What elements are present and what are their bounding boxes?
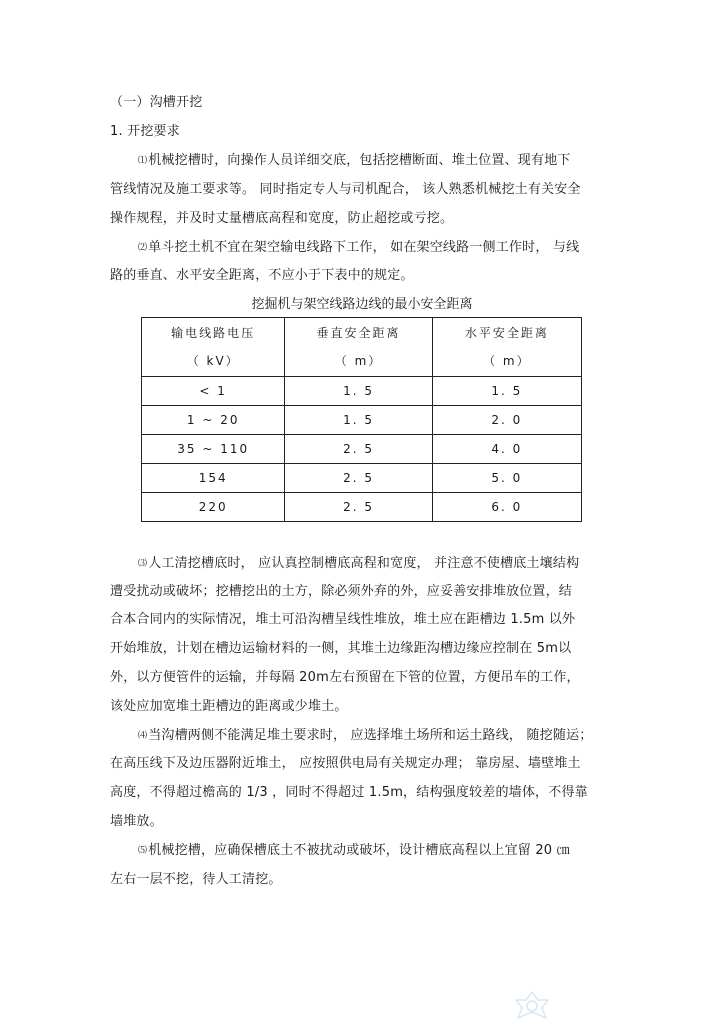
paragraph-4-line-4: 墙堆放。 — [110, 814, 163, 829]
paragraph-5-line-2: 左右一层不挖，待人工清挖。 — [110, 872, 282, 887]
cell-voltage: 35 ~ 110 — [142, 435, 285, 464]
paragraph-3-line-5: 外，以方便管件的运输，并每隔 20m左右预留在下管的位置，方便吊车的工作， — [110, 670, 580, 685]
table-row — [142, 406, 582, 435]
paragraph-3-marker: ⑶ — [138, 559, 148, 569]
paragraph-2-line-1 — [138, 239, 579, 257]
paragraph-2-marker: ⑵ — [138, 243, 148, 253]
header-voltage: 输电线路电压 （ kV） — [142, 318, 285, 377]
paragraph-3-line-2: 遭受扰动或破坏；挖槽挖出的土方，除必须外弃的外，应妥善安排堆放位置，结 — [110, 584, 573, 599]
cell-horizontal: 1. 5 — [432, 377, 581, 406]
cell-voltage: 1 ~ 20 — [142, 406, 285, 435]
table-row — [142, 377, 582, 406]
header-horizontal-distance: 水平安全距离 （ m） — [432, 318, 581, 377]
cell-voltage: 220 — [142, 493, 285, 522]
cell-horizontal: 2. 0 — [432, 406, 581, 435]
paragraph-3-line-6: 该处应加宽堆土距槽边的距离或少堆土。 — [110, 699, 348, 714]
table-header-row — [142, 318, 582, 377]
paragraph-2-line-2: 路的垂直、水平安全距离，不应小于下表中的规定。 — [110, 268, 414, 283]
paragraph-1-line-1 — [138, 152, 571, 170]
safety-distance-table — [141, 317, 582, 522]
paragraph-4-line-3: 高度，不得超过檐高的 1/3 ，同时不得超过 1.5m，结构强度较差的墙体，不得靠 — [110, 785, 588, 800]
header-vertical-distance: 垂直安全距离 （ m） — [285, 318, 432, 377]
table-row — [142, 493, 582, 522]
cell-vertical: 2. 5 — [285, 493, 432, 522]
cell-vertical: 1. 5 — [285, 377, 432, 406]
paragraph-5-line-1 — [138, 842, 570, 860]
paragraph-4-line-2: 在高压线下及边压器附近堆土， 应按照供电局有关规定办理； 靠房屋、墙壁堆土 — [110, 756, 581, 771]
paragraph-2-text-1: 单斗挖土机不宜在架空输电线路下工作， 如在架空线路一侧工作时， 与线 — [148, 240, 580, 255]
paragraph-1-marker: ⑴ — [138, 156, 148, 166]
paragraph-5-marker: ⑸ — [138, 846, 148, 856]
cell-vertical: 2. 5 — [285, 464, 432, 493]
subheading: 1. 开挖要求 — [110, 124, 180, 139]
paragraph-4-marker: ⑷ — [138, 731, 148, 741]
paragraph-1-line-2: 管线情况及施工要求等。 同时指定专人与司机配合， 该人熟悉机械挖土有关安全 — [110, 182, 581, 197]
paragraph-5-text-1: 机械挖槽，应确保槽底土不被扰动或破坏，设计槽底高程以上宜留 20 ㎝ — [148, 843, 570, 858]
cell-vertical: 1. 5 — [285, 406, 432, 435]
cell-horizontal: 5. 0 — [432, 464, 581, 493]
cell-vertical: 2. 5 — [285, 435, 432, 464]
paragraph-1-text-1: 机械挖槽时，向操作人员详细交底，包括挖槽断面、堆土位置、现有地下 — [148, 153, 571, 168]
paragraph-4-text-1: 当沟槽两侧不能满足堆土要求时， 应选择堆土场所和运土路线， 随挖随运； — [148, 728, 593, 743]
paragraph-1-line-3: 操作规程，并及时丈量槽底高程和宽度，防止超挖或亏挖。 — [110, 211, 454, 226]
table-row — [142, 464, 582, 493]
table-row — [142, 435, 582, 464]
paragraph-3-line-1 — [138, 555, 579, 573]
cell-horizontal: 4. 0 — [432, 435, 581, 464]
cell-voltage: 154 — [142, 464, 285, 493]
cell-horizontal: 6. 0 — [432, 493, 581, 522]
paragraph-4-line-1 — [138, 727, 592, 745]
section-heading: （一）沟槽开挖 — [110, 95, 203, 110]
cell-voltage: < 1 — [142, 377, 285, 406]
paragraph-3-line-3: 合本合同内的实际情况，堆土可沿沟槽呈线性堆放，堆土应在距槽边 1.5m 以外 — [110, 612, 576, 627]
table-title: 挖掘机与架空线路边线的最小安全距离 — [251, 297, 473, 312]
paragraph-3-line-4: 开始堆放，计划在槽边运输材料的一侧，其堆土边缘距沟槽边缘应控制在 5m以 — [110, 641, 572, 656]
paragraph-3-text-1: 人工清挖槽底时， 应认真控制槽底高程和宽度， 并注意不使槽底土壤结构 — [148, 556, 580, 571]
watermark-logo-icon — [508, 988, 556, 1024]
